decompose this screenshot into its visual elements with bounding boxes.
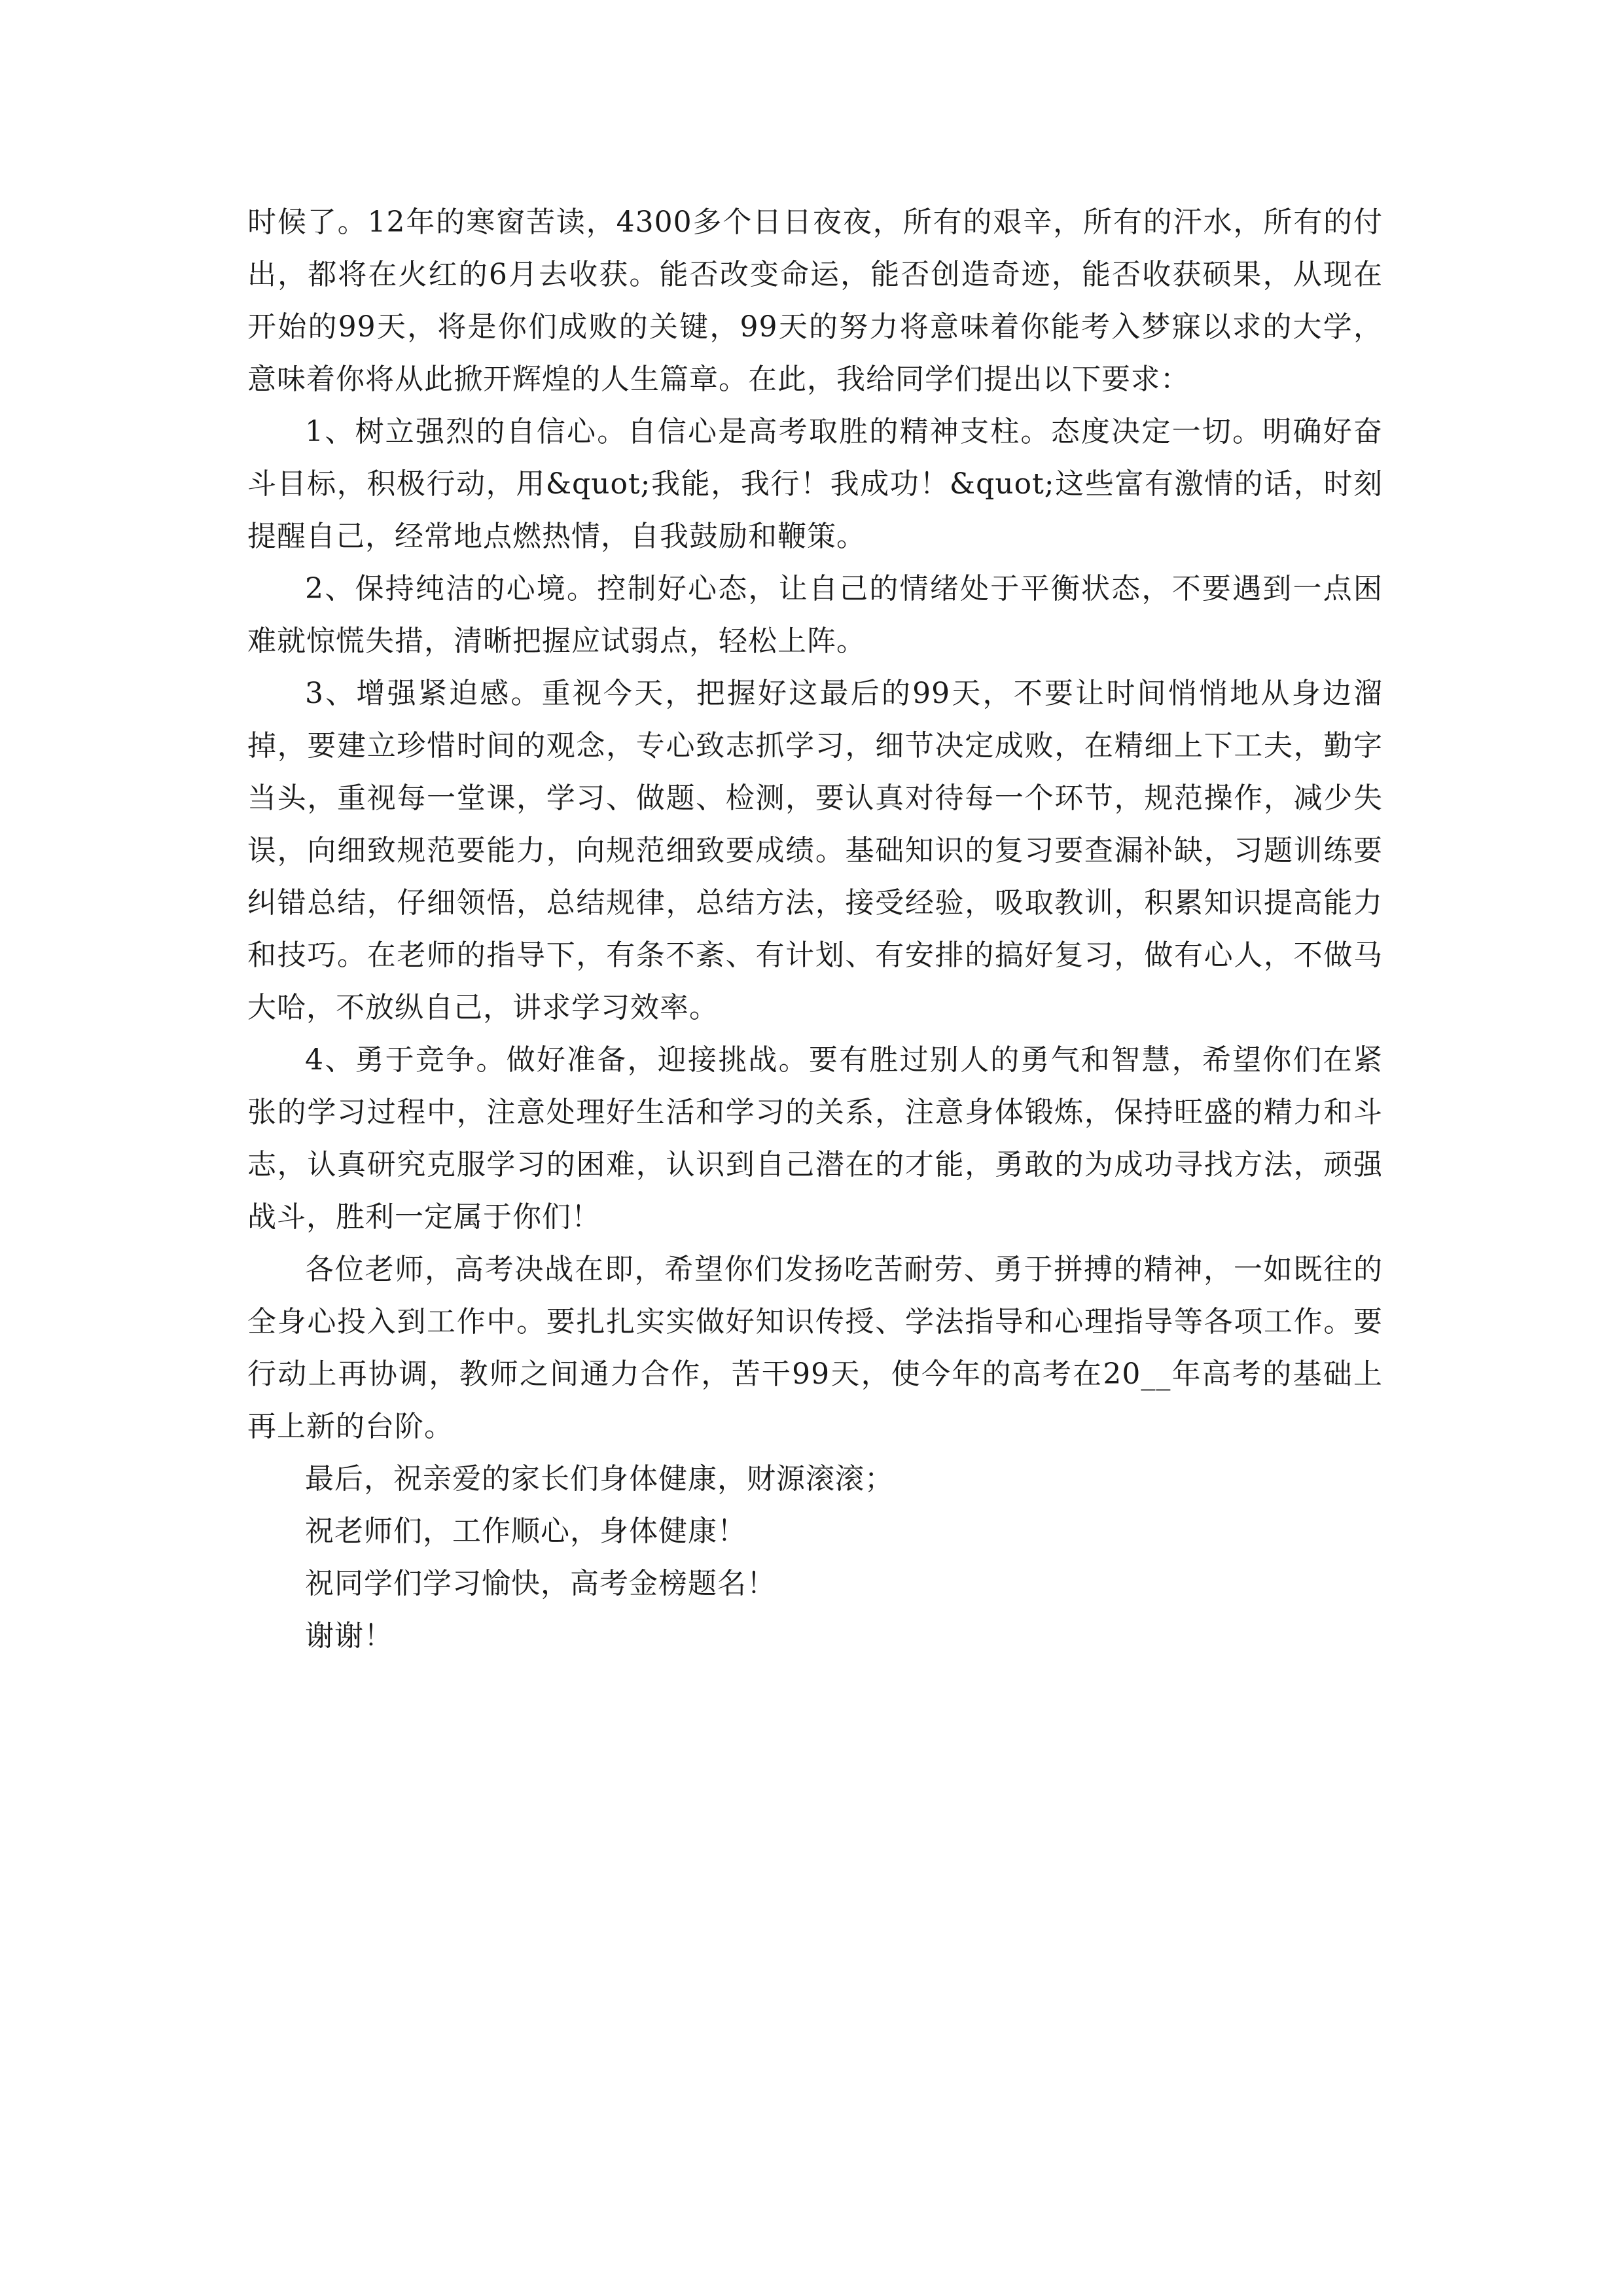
paragraph-requirement-1: 1、树立强烈的自信心。自信心是高考取胜的精神支柱。态度决定一切。明确好奋斗目标，积极行动，用&quot;我能，我行！我成功！&quot;这些富有激情的话，时刻提醒自己，经常地点燃热情，自我鼓励和鞭策。: [247, 415, 1383, 553]
paragraph-wish-students: 祝同学们学习愉快，高考金榜题名！: [305, 1567, 776, 1600]
paragraph-wish-parents: 最后，祝亲爱的家长们身体健康，财源滚滚；: [305, 1462, 894, 1496]
paragraph-requirement-4: 4、勇于竞争。做好准备，迎接挑战。要有胜过别人的勇气和智慧，希望你们在紧张的学习过程中，注意处理好生活和学习的关系，注意身体锻炼，保持旺盛的精力和斗志，认真研究克服学习的困难，认识到自己潜在的才能，勇敢的为成功寻找方法，顽强战斗，胜利一定属于你们！: [247, 1043, 1383, 1234]
paragraph-requirement-3: 3、增强紧迫感。重视今天，把握好这最后的99天，不要让时间悄悄地从身边溜掉，要建立珍惜时间的观念，专心致志抓学习，细节决定成败，在精细上下工夫，勤字当头，重视每一堂课，学习、做题、检测，要认真对待每一个环节，规范操作，减少失误，向细致规范要能力，向规范细致要成绩。基础知识的复习要查漏补缺，习题训练要纠错总结，仔细领悟，总结规律，总结方法，接受经验，吸取教训，积累知识提高能力和技巧。在老师的指导下，有条不紊、有计划、有安排的搞好复习，做有心人，不做马大哈，不放纵自己，讲求学习效率。: [247, 677, 1383, 1024]
paragraph-teachers: 各位老师，高考决战在即，希望你们发扬吃苦耐劳、勇于拼搏的精神，一如既往的全身心投入到工作中。要扎扎实实做好知识传授、学法指导和心理指导等各项工作。要行动上再协调，教师之间通力合作，苦干99天，使今年的高考在20__年高考的基础上再上新的台阶。: [247, 1253, 1383, 1443]
paragraph-intro-continuation: 时候了。12年的寒窗苦读，4300多个日日夜夜，所有的艰辛，所有的汗水，所有的付出，都将在火红的6月去收获。能否改变命运，能否创造奇迹，能否收获硕果，从现在开始的99天，将是你们成败的关键，99天的努力将意味着你能考入梦寐以求的大学，意味着你将从此掀开辉煌的人生篇章。在此，我给同学们提出以下要求：: [247, 206, 1383, 396]
paragraph-requirement-2: 2、保持纯洁的心境。控制好心态，让自己的情绪处于平衡状态，不要遇到一点困难就惊慌失措，清晰把握应试弱点，轻松上阵。: [247, 572, 1383, 658]
paragraph-thanks: 谢谢！: [305, 1619, 393, 1653]
paragraph-wish-teachers: 祝老师们，工作顺心，身体健康！: [305, 1515, 747, 1548]
document-page: [247, 196, 1383, 1662]
